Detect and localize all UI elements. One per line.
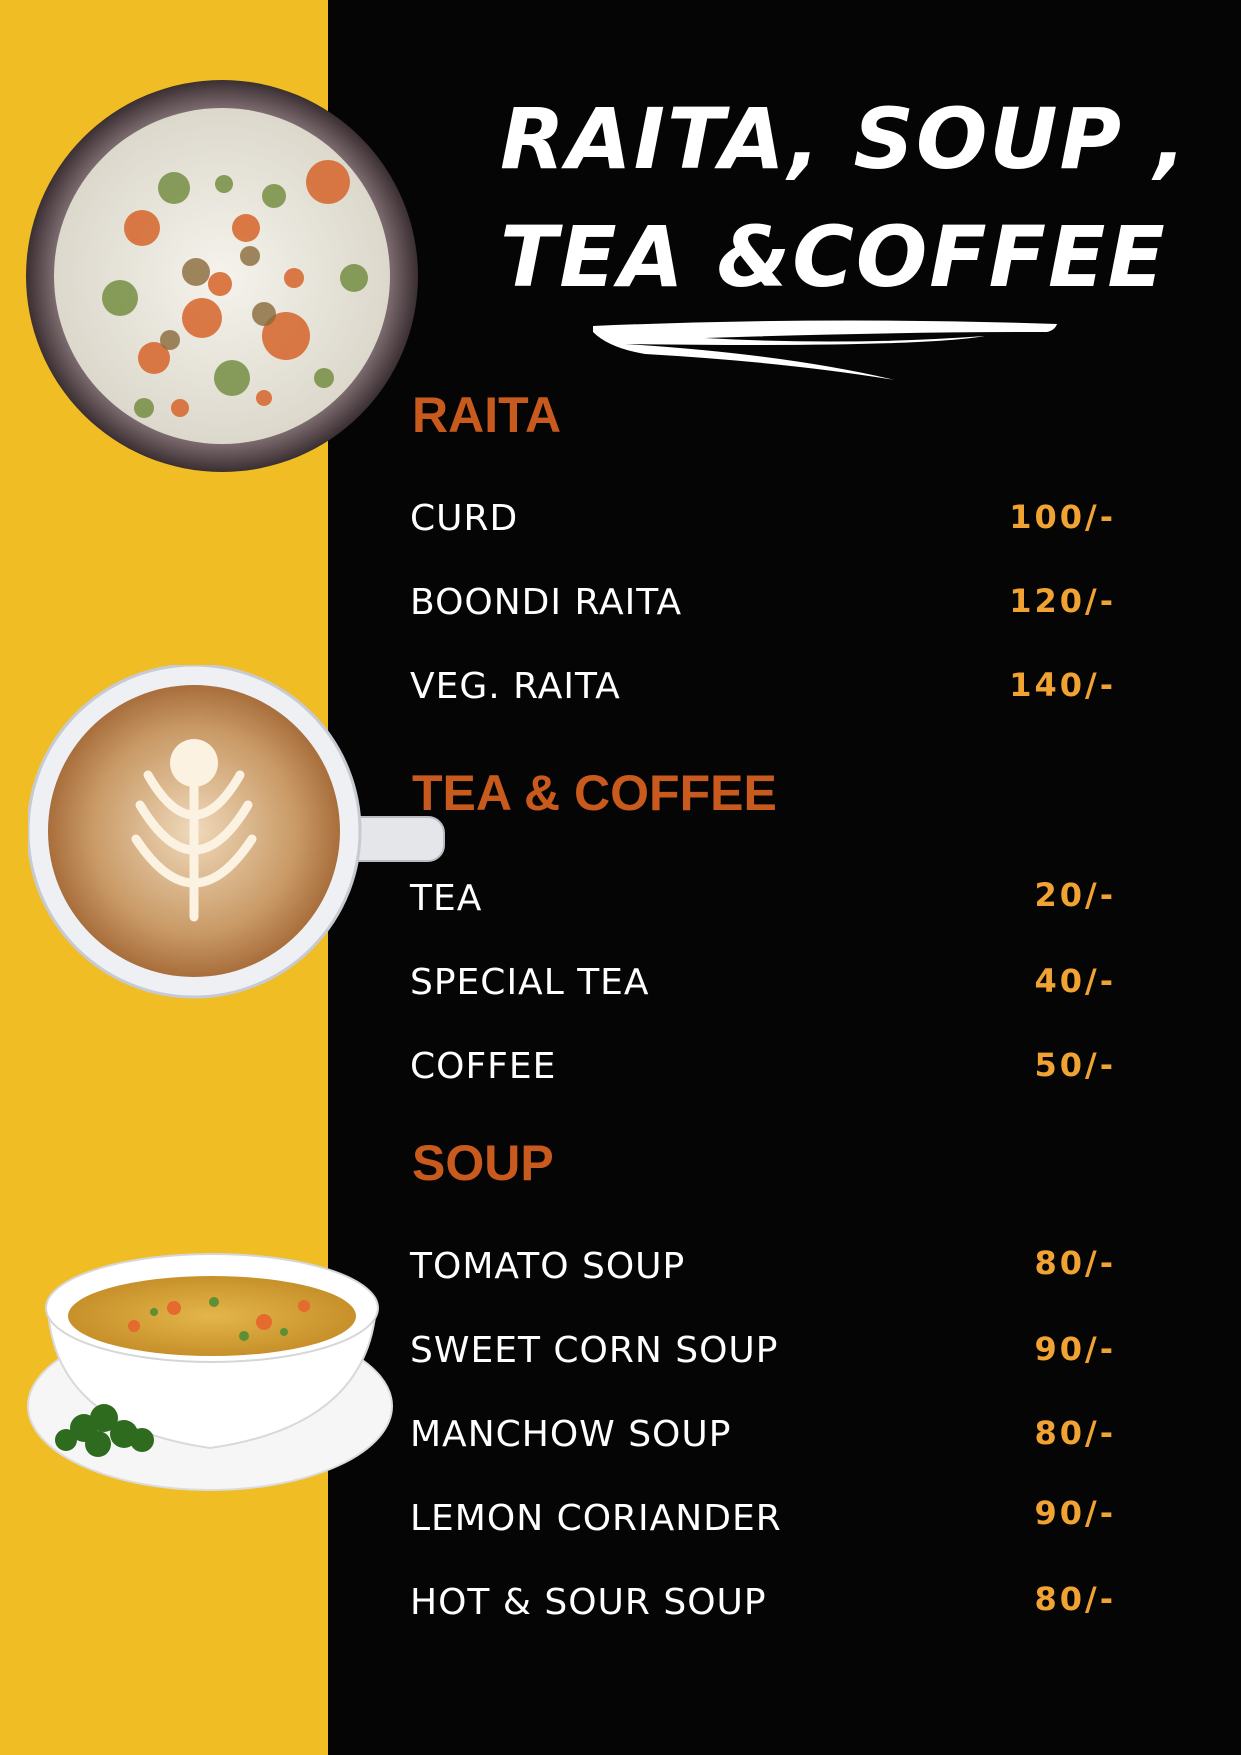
soup-bowl-image [24,1226,404,1508]
menu-item-lemon-coriander: LEMON CORIANDER [410,1498,782,1539]
menu-item-coffee: COFFEE [410,1046,557,1087]
price-sweet-corn-soup: 90/- [1034,1330,1116,1368]
raita-bowl-image [24,78,420,474]
price-hot-sour-soup: 80/- [1034,1580,1116,1618]
price-lemon-coriander: 90/- [1034,1494,1116,1532]
menu-title-line-2: TEA &COFFEE [500,208,1167,306]
menu-item-hot-sour-soup: HOT & SOUR SOUP [410,1582,767,1623]
menu-item-manchow-soup: MANCHOW SOUP [410,1414,732,1455]
menu-item-sweet-corn-soup: SWEET CORN SOUP [410,1330,779,1371]
menu-item-tomato-soup: TOMATO SOUP [410,1246,686,1287]
section-heading-raita: RAITA [412,387,562,443]
price-manchow-soup: 80/- [1034,1414,1116,1452]
coffee-cup-image [28,665,448,1001]
menu-item-special-tea: SPECIAL TEA [410,962,650,1003]
section-heading-tea-coffee: TEA & COFFEE [412,765,777,821]
price-curd: 100/- [1009,498,1116,536]
price-coffee: 50/- [1034,1046,1116,1084]
price-special-tea: 40/- [1034,962,1116,1000]
menu-title-line-1: RAITA, SOUP , [500,90,1189,188]
menu-item-boondi-raita: BOONDI RAITA [410,582,683,623]
menu-item-veg-raita: VEG. RAITA [410,666,621,707]
price-boondi-raita: 120/- [1009,582,1116,620]
price-tomato-soup: 80/- [1034,1244,1116,1282]
section-heading-soup: SOUP [412,1135,554,1191]
menu-title [500,80,1189,316]
menu-item-tea: TEA [410,878,483,919]
menu-item-curd: CURD [410,498,519,539]
price-veg-raita: 140/- [1009,666,1116,704]
brush-stroke-underline [585,318,1065,398]
price-tea: 20/- [1034,876,1116,914]
